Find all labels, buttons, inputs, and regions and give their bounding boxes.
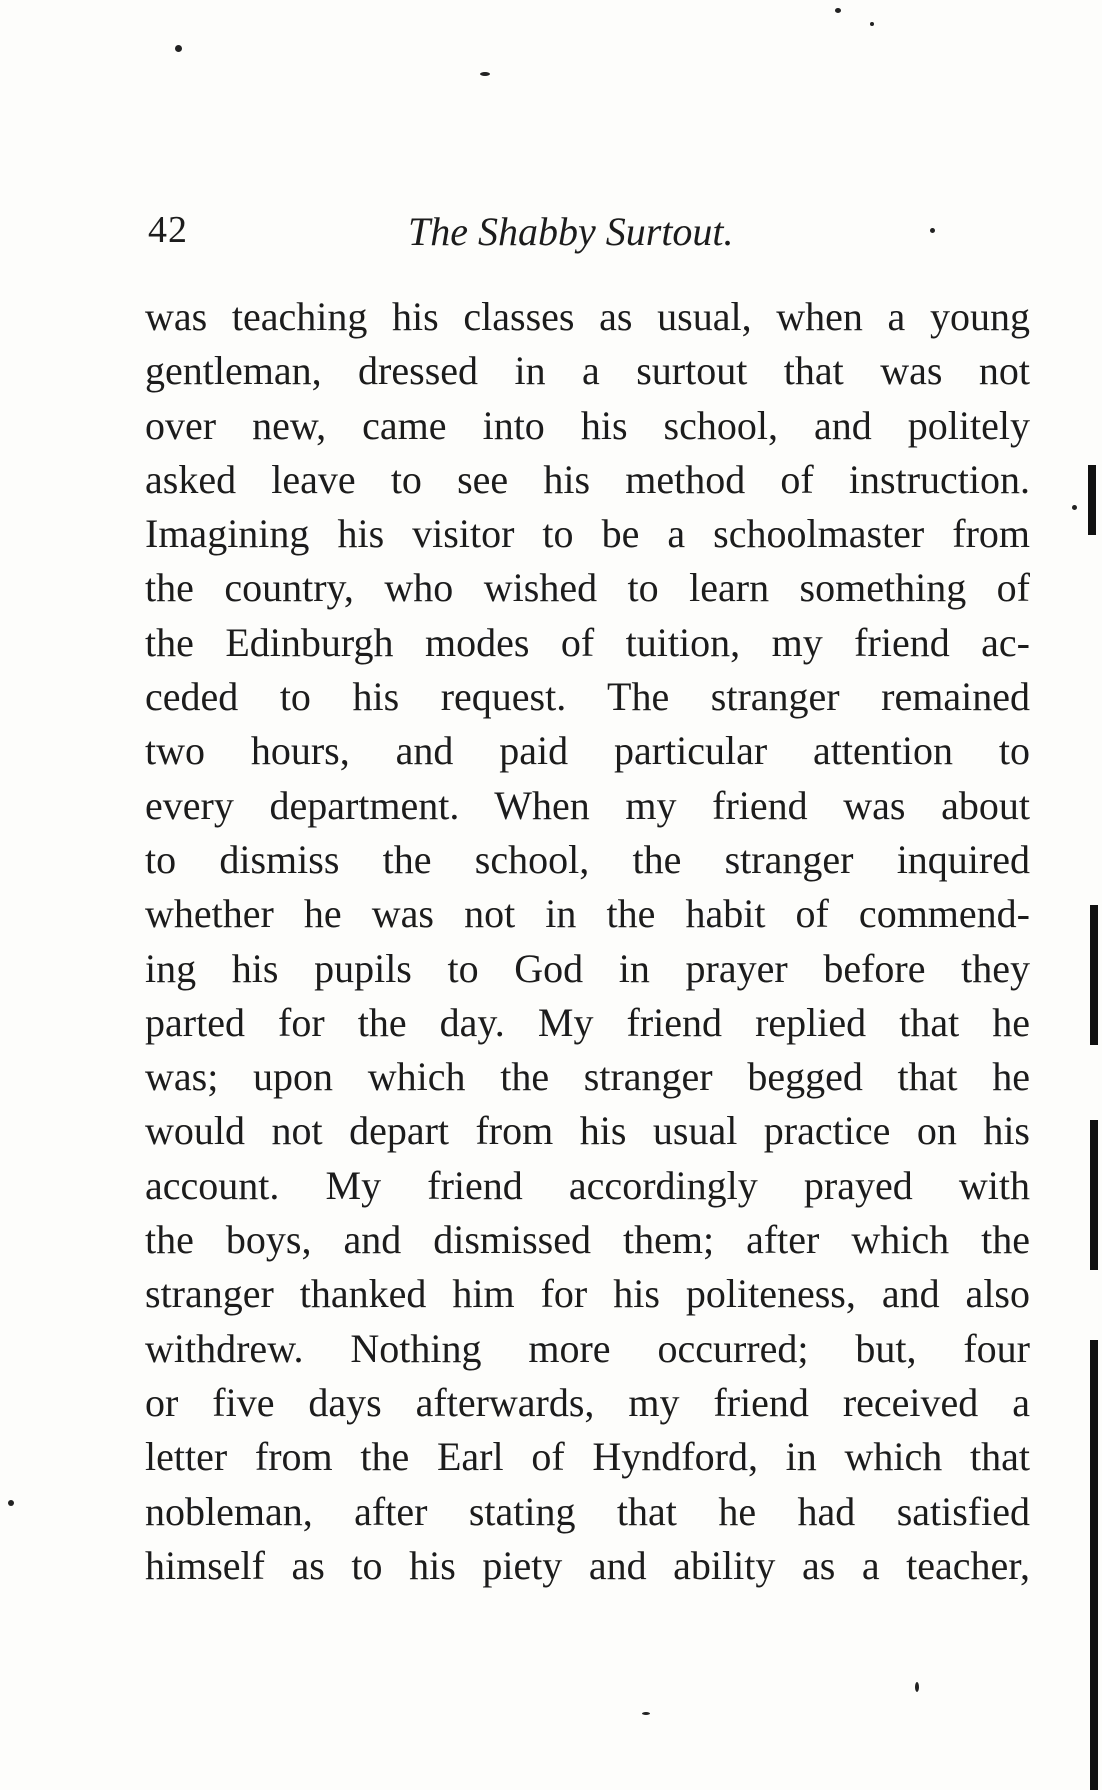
ink-speck — [1072, 505, 1077, 510]
text-line: to dismiss the school, the stranger inquired — [145, 836, 1030, 882]
text-line: would not depart from his usual practice on his — [145, 1108, 1030, 1154]
page-edge-shadow — [1090, 905, 1098, 1045]
ink-speck — [870, 22, 874, 26]
page-edge-shadow — [1088, 465, 1096, 535]
ink-speck — [835, 8, 841, 13]
text-line: two hours, and paid particular attention to — [145, 728, 1030, 774]
text-line: withdrew. Nothing more occurred; but, four — [145, 1325, 1030, 1371]
text-line: stranger thanked him for his politeness, and also — [145, 1271, 1030, 1317]
text-line: the boys, and dismissed them; after which the — [145, 1217, 1030, 1263]
page-edge-shadow — [1090, 1340, 1098, 1790]
text-line: asked leave to see his method of instruction. — [145, 456, 1030, 502]
text-line: parted for the day. My friend replied that he — [145, 999, 1030, 1045]
text-line: gentleman, dressed in a surtout that was not — [145, 348, 1030, 394]
page-number: 42 — [148, 209, 188, 251]
text-line: was; upon which the stranger begged that he — [145, 1054, 1030, 1100]
ink-speck — [8, 1500, 14, 1506]
ink-speck — [915, 1682, 919, 1692]
text-line: over new, came into his school, and politely — [145, 402, 1030, 448]
ink-speck — [480, 72, 490, 76]
text-line: the Edinburgh modes of tuition, my friend ac- — [145, 619, 1030, 665]
text-line: or five days afterwards, my friend received a — [145, 1379, 1030, 1425]
text-line: Imagining his visitor to be a schoolmaster from — [145, 511, 1030, 557]
text-line: account. My friend accordingly prayed with — [145, 1162, 1030, 1208]
text-line: ceded to his request. The stranger remained — [145, 674, 1030, 720]
running-title: The Shabby Surtout. — [408, 209, 734, 254]
ink-speck — [642, 1712, 650, 1715]
page-edge-shadow — [1090, 1120, 1098, 1270]
text-line: himself as to his piety and ability as a teacher, — [145, 1542, 1030, 1588]
text-line: was teaching his classes as usual, when a young — [145, 294, 1030, 339]
body-text — [145, 290, 1030, 1593]
text-line: every department. When my friend was about — [145, 782, 1030, 828]
text-line: the country, who wished to learn something of — [145, 565, 1030, 611]
text-line: letter from the Earl of Hyndford, in which that — [145, 1434, 1030, 1480]
text-line: whether he was not in the habit of commend- — [145, 891, 1030, 937]
running-head — [148, 208, 1028, 258]
text-line: nobleman, after stating that he had satisfied — [145, 1488, 1030, 1534]
ink-speck — [175, 45, 182, 52]
text-line: ing his pupils to God in prayer before they — [145, 945, 1030, 991]
